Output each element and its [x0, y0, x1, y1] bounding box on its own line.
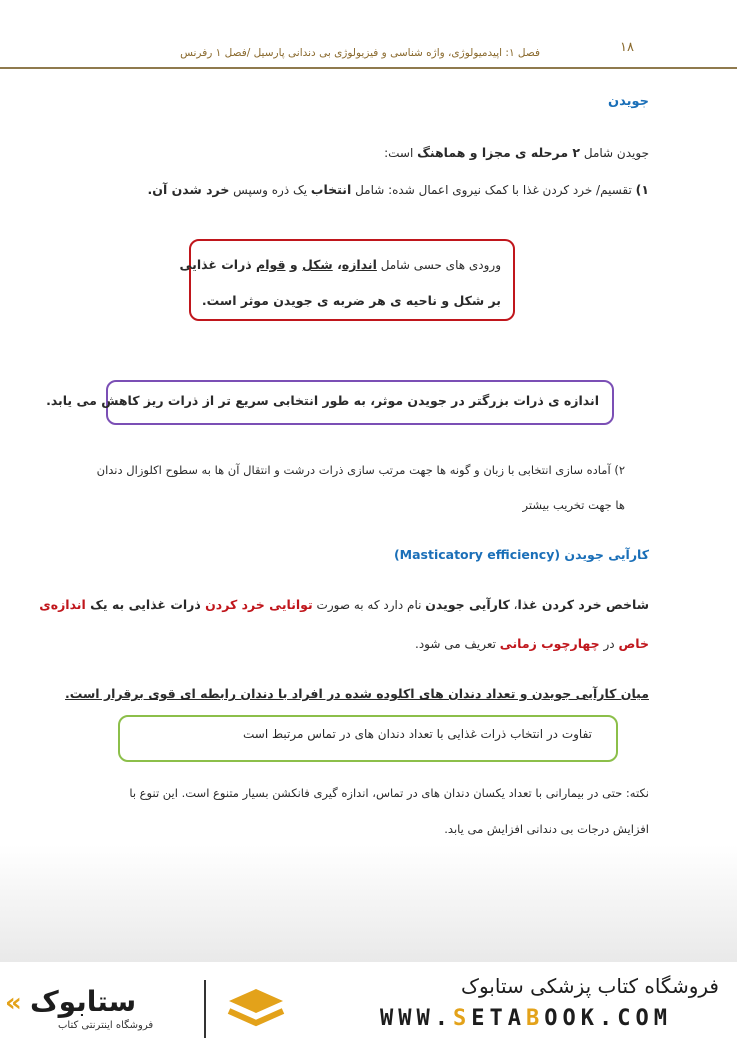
comma: ، [332, 257, 342, 272]
url-part: WWW. [380, 1006, 453, 1031]
in: در [599, 637, 619, 651]
store-url[interactable] [380, 1006, 723, 1031]
note-line-2: افزایش درجات بی دندانی افزایش می یابد. [444, 822, 649, 836]
book-logo-icon [225, 985, 287, 1033]
efficiency-line-1 [39, 597, 649, 612]
highlight-box-red [189, 239, 515, 321]
ability-term: توانایی خرد کردن [205, 597, 313, 612]
purple-box-text: اندازه ی ذرات بزرگتر در جویدن موثر، به طور انتخابی سریع تر از ذرات ریز کاهش می یابد. [46, 393, 599, 408]
footer-fade [0, 845, 737, 962]
index-term: شاخص خرد کردن غذا [517, 597, 649, 612]
section-title: جویدن [607, 94, 649, 109]
timeframe-term: چهارچوب زمانی [499, 636, 600, 651]
url-part: OOK.COM [544, 1006, 672, 1031]
header-divider [0, 67, 737, 69]
url-part: ETA [471, 1006, 526, 1031]
red-box-line-1 [179, 257, 501, 272]
url-part: B [525, 1006, 545, 1031]
chapter-title: فصل ۱: اپیدمیولوژی، واژه شناسی و فیزیولوژی بی دندانی پارسیل /فصل ۱ رفرنس [180, 47, 540, 59]
intro-bold: ۲ مرحله ی مجزا و هماهنگ [417, 145, 581, 160]
efficiency-line-3 [65, 686, 649, 701]
efficiency-line-2 [415, 636, 649, 651]
specific-term: خاص [618, 636, 649, 651]
intro-line [384, 145, 649, 160]
item1-number: ۱) [635, 182, 649, 197]
intro-tail: است: [384, 146, 418, 160]
text: نام دارد که به صورت [312, 598, 426, 612]
green-box-text: تفاوت در انتخاب ذرات غذایی با تعداد دندان های در تماس مرتبط است [243, 727, 592, 741]
logo-divider [204, 980, 206, 1038]
item1-text-2: یک ذره وسپس [229, 183, 311, 197]
note-line-1: نکته: حتی در بیمارانی با تعداد یکسان دندان های در تماس، اندازه گیری فانکشن بسیار متنوع است. این تنوع با [129, 786, 649, 800]
efficiency-term: کارآیی جویدن [425, 597, 510, 612]
item1-bold-select: انتخاب [310, 182, 352, 197]
comma: ، [509, 598, 518, 612]
relation-statement: میان کارآیی جویدن و تعداد دندان های اکلوده شده در افراد با دندان رابطه ای قوی برقرار است. [65, 686, 649, 701]
texture-term: قوام [256, 257, 286, 272]
and: و [285, 257, 302, 272]
shape-term: شکل [301, 257, 333, 272]
efficiency-title: کارآیی جویدن (Masticatory efficiency) [393, 547, 649, 562]
page-number: ۱۸ [620, 40, 634, 55]
defined-text: تعریف می شود. [415, 637, 500, 651]
list-item-2 [97, 463, 625, 477]
list-item-1 [148, 182, 649, 197]
logo-text: ستابوک [30, 985, 137, 1018]
logo-subtitle: فروشگاه اینترنتی کتاب [58, 1020, 154, 1031]
item1-bold-crush: خرد شدن آن. [147, 182, 230, 197]
size-term: اندازه [341, 257, 377, 272]
intro-text: جویدن شامل [580, 146, 649, 160]
chevrons-icon: « [5, 988, 22, 1018]
red-box-line-2: بر شکل و ناحیه ی هر ضربه ی جویدن موثر است. [201, 293, 501, 308]
store-name: فروشگاه کتاب پزشکی ستابوک [461, 974, 719, 998]
item1-text: تقسیم/ خرد کردن غذا با کمک نیروی اعمال شده: شامل [351, 183, 636, 197]
particles-bold: ذرات غذایی به یک [85, 597, 206, 612]
url-part: S [452, 1006, 472, 1031]
size-term-red: اندازه‌ی [39, 597, 86, 612]
red-box-text: ورودی های حسی شامل [376, 258, 501, 272]
particles-text: ذرات غذایی [179, 257, 257, 272]
list-item-2-continued: ها جهت تخریب بیشتر [522, 498, 625, 512]
item2-number: ۲) [614, 463, 625, 477]
item2-text: آماده سازی انتخابی با زبان و گونه ها جهت مرتب سازی ذرات درشت و انتقال آن ها به سطوح اکلوزال دندان [96, 463, 615, 477]
